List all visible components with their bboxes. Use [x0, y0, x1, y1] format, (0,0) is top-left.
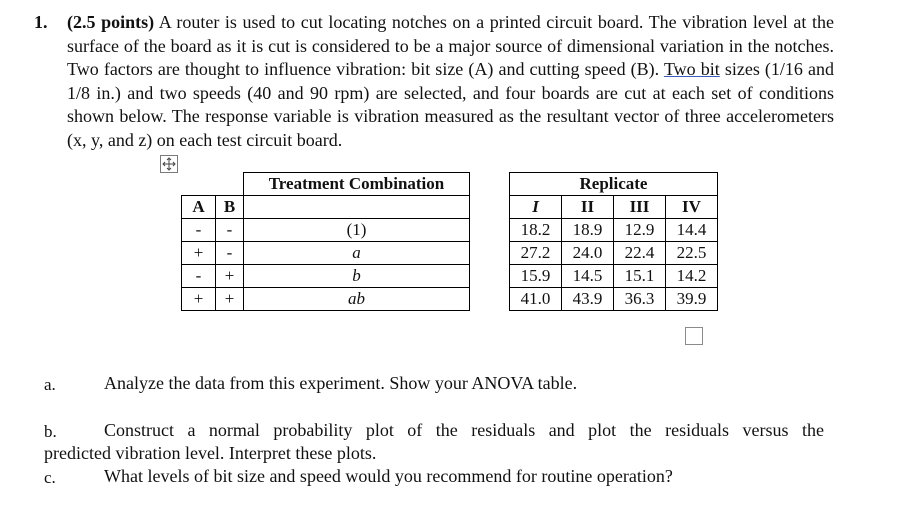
problem-underlined-text: Two bit	[663, 59, 720, 79]
table-row	[182, 265, 718, 288]
question-b-text-line-2: predicted vibration level. Interpret these plots.	[44, 443, 377, 463]
replicate-i-header: I	[510, 196, 562, 219]
factor-a-cell: +	[182, 288, 216, 311]
question-a-text: Analyze the data from this experiment. Show your ANOVA table.	[104, 373, 578, 393]
problem-text-2: sizes (1/16 and 1/8 in.) and two speeds (40 and 90 rpm) are selected, and four boards are cut at each set of conditions shown below. The response variable is vibration measured as the resultant vector of three accelerometers (x, y, and z) on each test circuit board.	[67, 59, 834, 150]
question-b-text-line-1: Construct a normal probability plot of the residuals and plot the residuals versus the	[104, 420, 824, 440]
problem-number: 1.	[34, 12, 48, 32]
value-cell: 43.9	[562, 288, 614, 311]
value-cell: 15.1	[614, 265, 666, 288]
table-resize-handle[interactable]	[685, 327, 703, 345]
value-cell: 18.9	[562, 219, 614, 242]
points-label: (2.5 points)	[67, 12, 155, 32]
question-b-label: b.	[44, 422, 57, 441]
value-cell: 24.0	[562, 242, 614, 265]
question-c-text: What levels of bit size and speed would you recommend for routine operation?	[104, 466, 673, 486]
treatment-cell: b	[244, 265, 470, 288]
question-c-label: c.	[44, 468, 56, 487]
factor-b-cell: -	[216, 242, 244, 265]
replicate-header: Replicate	[510, 173, 718, 196]
problem-body	[67, 11, 834, 152]
value-cell: 39.9	[666, 288, 718, 311]
value-cell: 27.2	[510, 242, 562, 265]
table-move-handle-icon[interactable]	[160, 155, 178, 173]
column-b-header: B	[216, 196, 244, 219]
value-cell: 41.0	[510, 288, 562, 311]
factor-b-cell: +	[216, 288, 244, 311]
value-cell: 22.5	[666, 242, 718, 265]
data-table	[181, 172, 718, 311]
factor-b-cell: -	[216, 219, 244, 242]
column-a-header: A	[182, 196, 216, 219]
value-cell: 12.9	[614, 219, 666, 242]
table-row	[182, 242, 718, 265]
treatment-cell: (1)	[244, 219, 470, 242]
table-subheader-row	[182, 196, 718, 219]
factor-a-cell: +	[182, 242, 216, 265]
treatment-cell: a	[244, 242, 470, 265]
replicate-ii-header: II	[562, 196, 614, 219]
factor-a-cell: -	[182, 265, 216, 288]
problem-statement	[34, 11, 834, 152]
value-cell: 18.2	[510, 219, 562, 242]
table-header-row	[182, 173, 718, 196]
value-cell: 14.2	[666, 265, 718, 288]
replicate-iv-header: IV	[666, 196, 718, 219]
table-row	[182, 219, 718, 242]
value-cell: 14.4	[666, 219, 718, 242]
factor-a-cell: -	[182, 219, 216, 242]
value-cell: 14.5	[562, 265, 614, 288]
treatment-cell: ab	[244, 288, 470, 311]
replicate-iii-header: III	[614, 196, 666, 219]
treatment-combination-header: Treatment Combination	[244, 173, 470, 196]
value-cell: 36.3	[614, 288, 666, 311]
factor-b-cell: +	[216, 265, 244, 288]
value-cell: 22.4	[614, 242, 666, 265]
question-a-label: a.	[44, 375, 56, 394]
value-cell: 15.9	[510, 265, 562, 288]
table-row	[182, 288, 718, 311]
problem-text-1: A router is used to cut locating notches on a printed circuit board. The vibration level at the surface of the board as it is cut is considered to be a major source of dimensional variation in the notches. Two factors are thought to influence vibration: bit size (A) and cutting speed (B).	[67, 12, 834, 79]
